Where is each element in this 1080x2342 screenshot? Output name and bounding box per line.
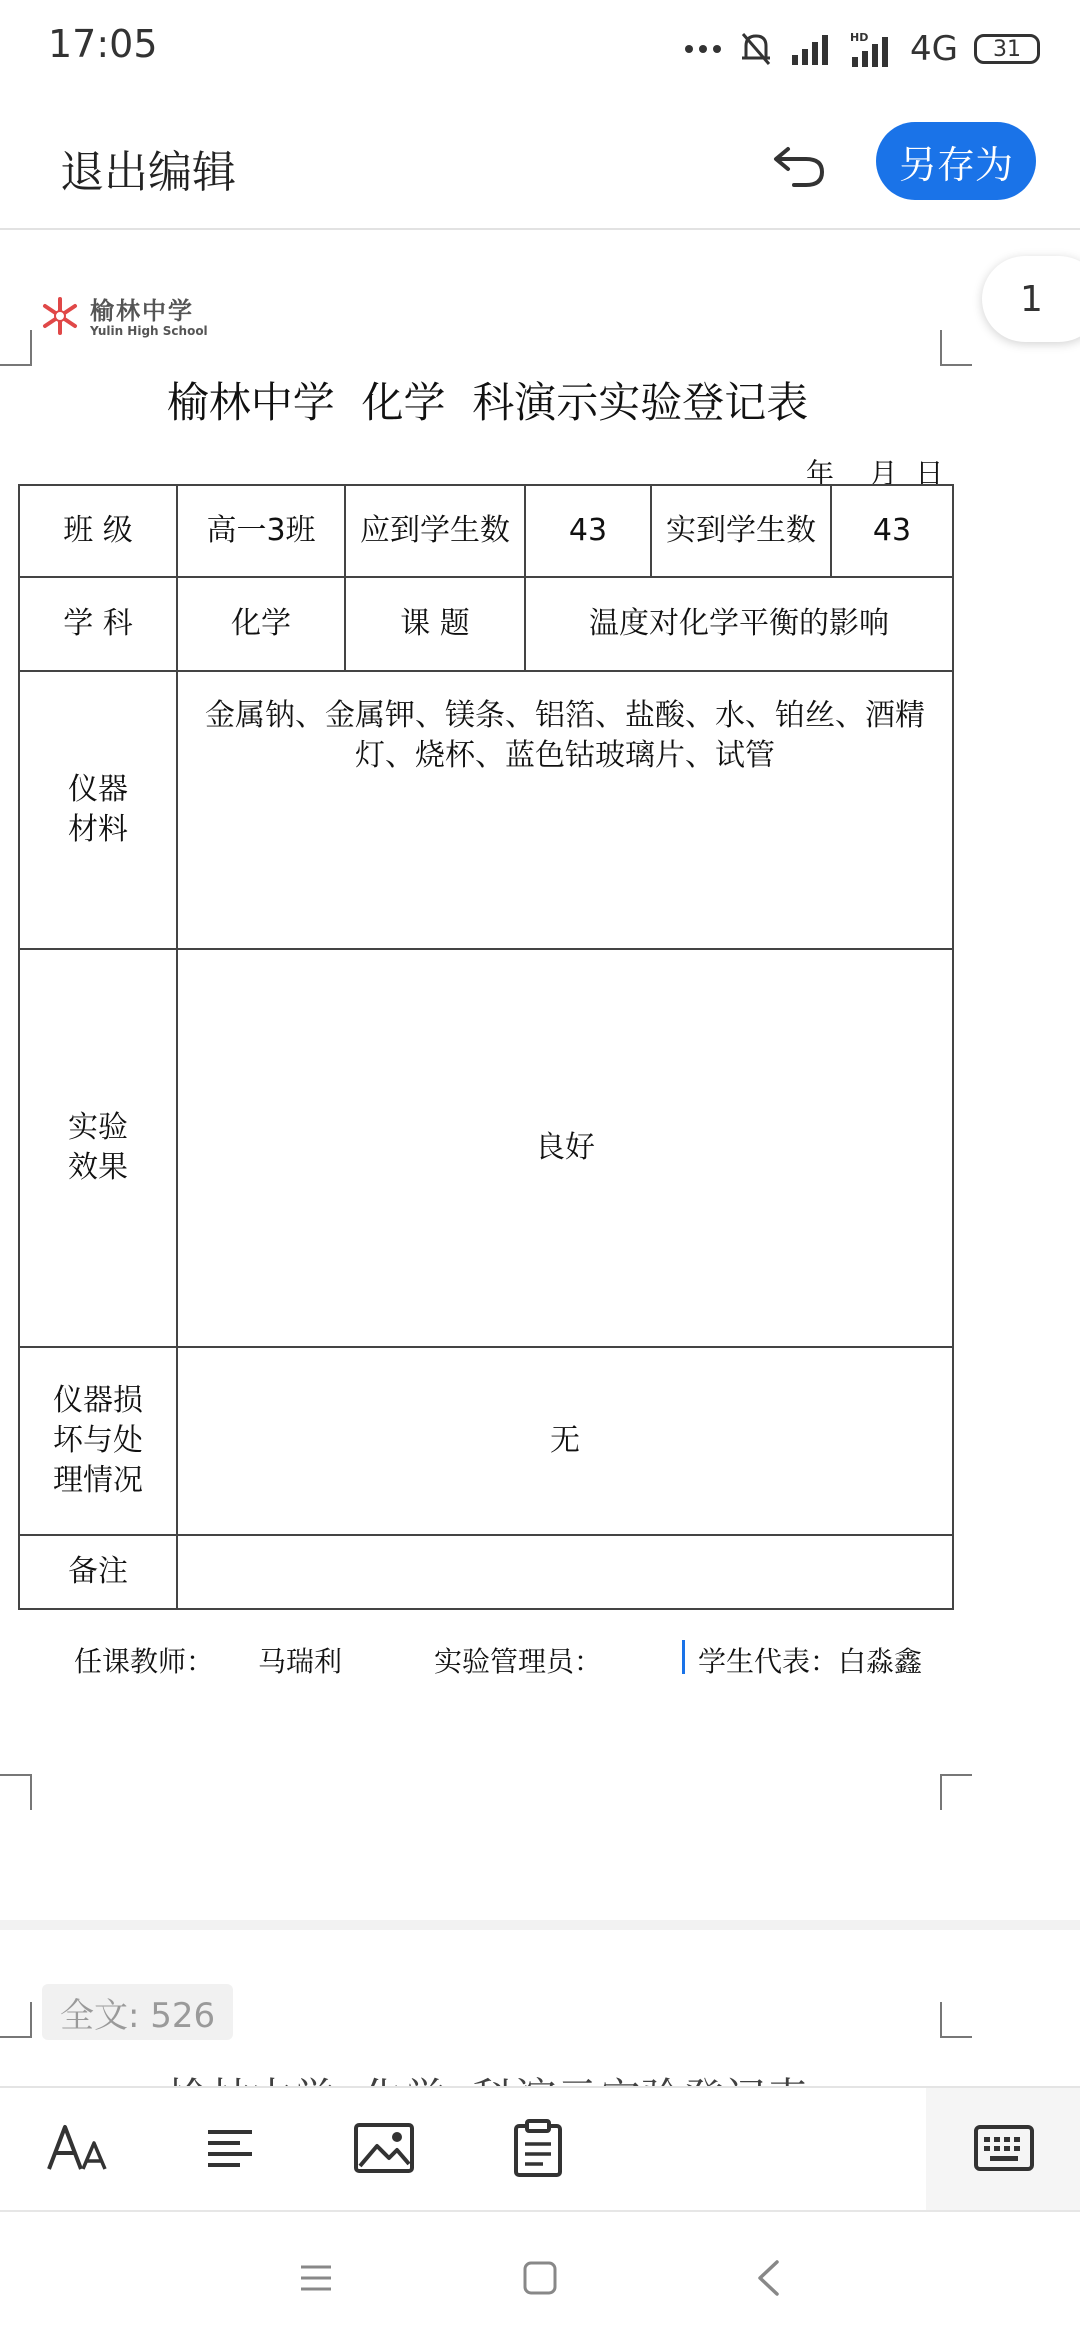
table-row: [19, 577, 953, 671]
document-page-1[interactable]: [0, 230, 1080, 1920]
image-icon: [353, 2122, 415, 2178]
edit-toolbar: [0, 2086, 1080, 2210]
topic-value-cell[interactable]: 温度对化学平衡的影响: [525, 577, 953, 671]
school-logo: [40, 296, 208, 340]
document-title: 榆林中学 化学 科演示实验登记表: [166, 378, 809, 427]
class-value-cell[interactable]: 高一3班: [177, 485, 345, 577]
battery-level: 31: [993, 36, 1021, 62]
clipboard-button[interactable]: [496, 2108, 580, 2192]
logo-name-en: Yulin High School: [90, 324, 208, 338]
materials-value-cell[interactable]: 金属钠、金属钾、镁条、铝箔、盐酸、水、铂丝、酒精灯、烧杯、蓝色钴玻璃片、试管: [177, 671, 953, 949]
logo-name-cn: 榆林中学: [90, 297, 194, 325]
page-corner-mark: [940, 2002, 972, 2038]
hd-signal-icon: [850, 31, 894, 67]
undo-button[interactable]: [760, 126, 840, 206]
mute-bell-icon: [738, 30, 774, 68]
effect-label-line: 效果: [68, 1150, 128, 1185]
school-emblem-icon: [40, 296, 80, 340]
table-row: [19, 1347, 953, 1535]
recent-apps-button[interactable]: [286, 2250, 346, 2310]
effect-label-line: 实验: [68, 1110, 128, 1145]
page-corner-mark: [940, 1774, 972, 1810]
font-size-button[interactable]: [36, 2108, 120, 2192]
student-label[interactable]: 学生代表：白淼鑫: [698, 1645, 923, 1678]
back-button[interactable]: [738, 2250, 798, 2310]
menu-icon: [298, 2263, 334, 2297]
admin-label: 实验管理员：: [434, 1645, 603, 1678]
page-corner-mark: [0, 330, 32, 366]
effect-value-cell[interactable]: 良好: [177, 949, 953, 1347]
network-type: 4G: [910, 29, 958, 69]
battery-icon: [974, 34, 1040, 64]
back-icon: [755, 2259, 781, 2301]
font-size-icon: [45, 2121, 111, 2179]
materials-label-line: 仪器: [68, 772, 128, 807]
status-bar: [0, 0, 1080, 96]
keyboard-toggle-area: [926, 2088, 1080, 2210]
damage-label-line: 坏与处: [53, 1423, 143, 1458]
undo-icon: [772, 139, 828, 193]
word-count-badge: 全文: 526: [42, 1984, 233, 2040]
page-corner-mark: [0, 1774, 32, 1810]
class-label-cell: 班 级: [19, 485, 177, 577]
text-cursor: [682, 1640, 685, 1674]
home-icon: [522, 2260, 558, 2300]
app-header: [0, 96, 1080, 230]
clipboard-icon: [512, 2118, 564, 2182]
signature-line: [0, 1640, 1080, 1680]
system-nav-bar: [0, 2210, 1080, 2342]
table-row: [19, 1535, 953, 1609]
save-as-button[interactable]: 另存为: [876, 122, 1036, 200]
home-button[interactable]: [510, 2250, 570, 2310]
page-corner-mark: [940, 330, 972, 366]
table-row: [19, 949, 953, 1347]
table-row: [19, 671, 953, 949]
registration-table: [18, 484, 954, 1610]
subject-label-cell: 学 科: [19, 577, 177, 671]
teacher-label: 任课教师：: [74, 1645, 215, 1678]
page-corner-mark: [0, 2002, 32, 2038]
status-icons: [684, 24, 1040, 74]
keyboard-icon: [973, 2124, 1035, 2176]
paragraph-align-icon: [204, 2126, 256, 2174]
keyboard-button[interactable]: [962, 2108, 1046, 2192]
signal-icon: [790, 33, 834, 65]
remarks-value-cell[interactable]: [177, 1535, 953, 1609]
damage-label-line: 仪器损: [53, 1383, 143, 1418]
topic-label-cell: 课 题: [345, 577, 525, 671]
actual-students-value-cell[interactable]: 43: [831, 485, 953, 577]
teacher-name[interactable]: 马瑞利: [258, 1645, 343, 1678]
date-line: 年 月 日: [806, 457, 944, 490]
effect-label-cell: [19, 949, 177, 1347]
damage-label-line: 理情况: [53, 1463, 143, 1498]
more-dots-icon: [684, 44, 722, 54]
status-time: 17:05: [48, 22, 158, 66]
page-number-indicator[interactable]: 1: [982, 256, 1080, 342]
expected-students-value-cell[interactable]: 43: [525, 485, 651, 577]
materials-label-line: 材料: [68, 812, 128, 847]
actual-students-label-cell: 实到学生数: [651, 485, 831, 577]
subject-value-cell[interactable]: 化学: [177, 577, 345, 671]
expected-students-label-cell: 应到学生数: [345, 485, 525, 577]
damage-label-cell: [19, 1347, 177, 1535]
document-area[interactable]: [0, 230, 1080, 2086]
paragraph-button[interactable]: [188, 2108, 272, 2192]
damage-value-cell[interactable]: 无: [177, 1347, 953, 1535]
exit-edit-button[interactable]: 退出编辑: [60, 147, 236, 198]
materials-label-cell: [19, 671, 177, 949]
table-row: [19, 485, 953, 577]
insert-image-button[interactable]: [342, 2108, 426, 2192]
svg-text:HD: HD: [850, 31, 869, 44]
remarks-label-cell: 备注: [19, 1535, 177, 1609]
